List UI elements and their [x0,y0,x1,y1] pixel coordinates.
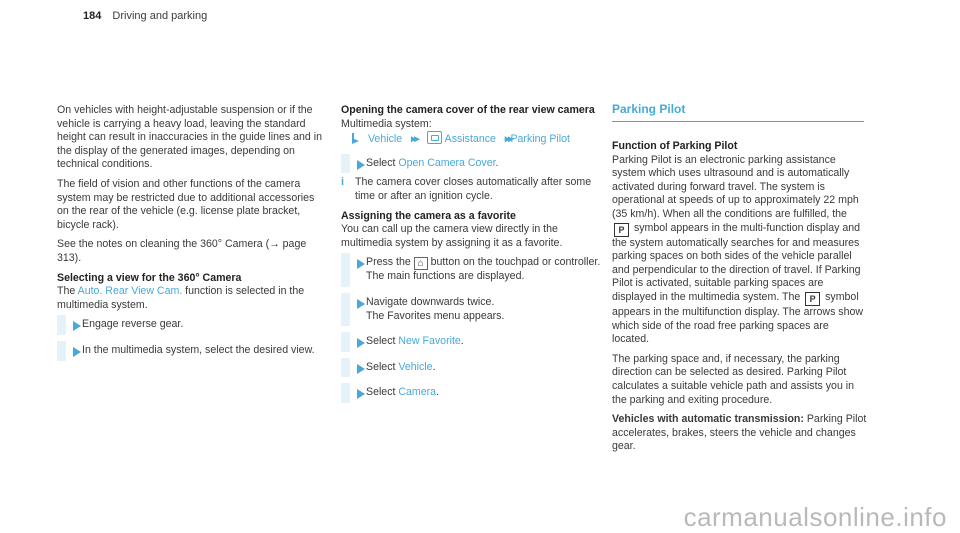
paragraph: The field of vision and other functions of the camera system may be restricted due to additional accessories on the rear of the vehicle (e.g. license plate bracket, bicycle rack). [57,177,315,231]
camera-link[interactable]: Camera [398,386,437,399]
assistance-icon [427,131,442,144]
section-name: Driving and parking [112,10,208,22]
step-item: Select Vehicle. [341,361,603,375]
step-arrow-icon [73,321,81,331]
column-left [57,104,325,364]
step-arrow-icon [357,299,365,309]
chevron-right-icon: ▸▸ [411,133,418,146]
heading-function: Function of Parking Pilot [612,140,738,152]
menu-path [341,131,603,147]
info-icon: i [341,176,345,189]
paragraph: On vehicles with height-adjustable suspension or if the vehicle is carrying a heavy load, leaving the standard height can result in inaccuracies in the guide lines and in the display of the generated images, depending on technical conditions. [57,104,323,171]
heading-favorite: Assigning the camera as a favorite [341,209,516,222]
path-start-icon [351,133,362,143]
paragraph: See the notes on cleaning the 360° Camera (→ page 313). [57,238,307,264]
function-link[interactable]: Auto. Rear View Cam. [77,285,183,298]
vehicle-link[interactable]: Vehicle [398,360,433,373]
path-vehicle[interactable]: Vehicle [367,133,403,146]
step-arrow-icon [357,160,365,170]
info-note: i The camera cover closes automatically after some time or after an ignition cycle. [341,176,592,202]
paragraph: You can call up the camera view directly in the multimedia system by assigning it as a favorite. [341,223,563,249]
step-item: Select New Favorite. [341,335,603,349]
step-arrow-icon [357,389,365,399]
step-item: Engage reverse gear. [57,318,325,332]
new-favorite-link[interactable]: New Favorite [398,335,461,348]
column-middle [341,104,603,406]
column-right [612,140,867,460]
step-arrow-icon [357,338,365,348]
heading-select-view: Selecting a view for the 360° Camera [57,271,242,284]
step-arrow-icon [357,259,365,269]
page-number: 184 [83,10,102,22]
step-item: Select Camera. [341,386,603,400]
paragraph: Vehicles with automatic transmission: Parking Pilot accelerates, brakes, steers the vehicle and changes gear. [612,413,867,453]
path-parking-pilot[interactable]: Parking Pilot [510,133,570,146]
path-assistance[interactable]: Assistance [444,133,496,146]
open-camera-cover-link[interactable]: Open Camera Cover [398,156,496,169]
home-icon: ⌂ [414,257,428,270]
chevron-right-icon: ▸▸ [504,133,512,146]
step-item: Press the ⌂ button on the touchpad or controller. The main functions are displayed. [341,256,603,284]
step-item: Select Open Camera Cover. [341,157,603,171]
step-arrow-icon [357,364,365,374]
watermark: carmanualsonline.info [683,502,947,533]
paragraph: Parking Pilot is an electronic parking assistance system which uses ultrasound and is automatically activated during forward travel. The system is operational at speeds of up to approximately 22 mph (35 km/h). When all the conditions are fulfilled, the P symbol appears in the multi-function display and the system automatically searches for and measures parking spaces on both sides of the vehicle parallel and perpendicular to the direction of travel. If Parking Pilot is activated, suitable parking spaces are displayed in the multimedia system. The P symbol appears in the multifunction display. The arrows show which side of the road free parking spaces are located. [612,153,864,346]
heading-camera-cover: Opening the camera cover of the rear view camera [341,104,595,116]
parking-pilot-symbol-icon: P [805,292,820,306]
step-item: In the multimedia system, select the desired view. [57,344,325,358]
step-item: Navigate downwards twice. The Favorites menu appears. [341,296,603,323]
paragraph: The parking space and, if necessary, the parking direction can be selected as desired. Parking Pilot calculates a suitable vehicle path and assists you in the parking and exiting procedure. [612,352,855,406]
paragraph: The Auto. Rear View Cam. function is selected in the multimedia system. [57,285,305,311]
label-multimedia: Multimedia system: [341,117,432,130]
page-header [83,10,207,24]
section-title: Parking Pilot [612,103,864,122]
step-arrow-icon [73,347,81,357]
parking-pilot-symbol-icon: P [614,223,629,237]
